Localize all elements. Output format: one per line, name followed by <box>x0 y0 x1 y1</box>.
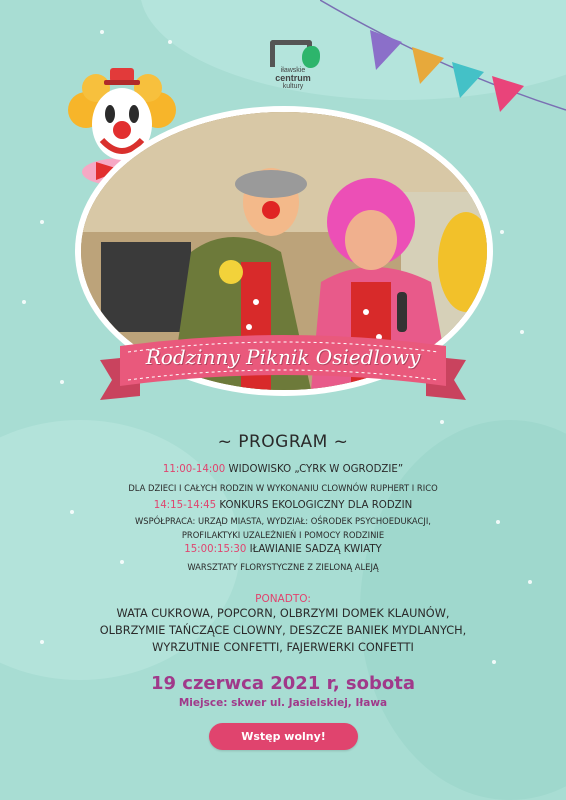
confetti-dot <box>168 40 172 44</box>
schedule-item-title <box>20 544 546 555</box>
schedule-item-detail: WSPÓŁPRACA: URZĄD MIASTA, WYDZIAŁ: OŚRODEK PSYCHOEDUKACJI, <box>135 516 431 526</box>
event-date: 19 czerwca 2021 r, sobota <box>150 673 416 694</box>
extras-line: WATA CUKROWA, POPCORN, OLBRZYMI DOMEK KLAUNÓW, <box>116 607 450 620</box>
program-heading: ~ PROGRAM ~ <box>217 432 349 452</box>
schedule-title: IŁAWIANIE SADZĄ KWIATY <box>246 544 382 555</box>
schedule-item-detail: WARSZTATY FLORYSTYCZNE Z ZIELONĄ ALEJĄ <box>187 562 379 572</box>
confetti-dot <box>22 300 26 304</box>
schedule-item-detail: PROFILAKTYKI UZALEŻNIEŃ I POMOCY RODZINIE <box>181 530 385 540</box>
confetti-dot <box>492 660 496 664</box>
extras-label: PONADTO: <box>255 593 311 605</box>
logo-splash-icon <box>302 46 320 68</box>
confetti-dot <box>60 380 64 384</box>
schedule-item-title <box>20 464 546 475</box>
logo-line: iławskie <box>280 67 306 74</box>
title-ribbon <box>100 330 466 416</box>
free-entry-badge: Wstęp wolny! <box>209 723 358 750</box>
logo-line: kultury <box>282 83 304 90</box>
confetti-dot <box>100 30 104 34</box>
confetti-dot <box>440 420 444 424</box>
schedule-title: KONKURS EKOLOGICZNY DLA RODZIN <box>216 500 413 511</box>
event-title: Rodzinny Piknik Osiedlowy <box>145 345 421 369</box>
extras-line: OLBRZYMIE TAŃCZĄCE CLOWNY, DESZCZE BANIEK MYDLANYCH, <box>99 624 467 637</box>
confetti-dot <box>520 330 524 334</box>
confetti-dot <box>40 220 44 224</box>
schedule-item-title <box>20 500 546 511</box>
schedule-time: 11:00-14:00 <box>162 464 226 475</box>
schedule-time: 14:15-14:45 <box>153 500 217 511</box>
extras-line: WYRZUTNIE CONFETTI, FAJERWERKI CONFETTI <box>152 641 414 654</box>
schedule-time: 15:00:15:30 <box>184 544 247 555</box>
schedule-title: WIDOWISKO „CYRK W OGRODZIE” <box>225 464 404 475</box>
organizer-logo <box>258 40 328 96</box>
confetti-dot <box>528 580 532 584</box>
logo-text <box>258 67 328 90</box>
event-place: Miejsce: skwer ul. Jasielskiej, Iława <box>178 697 388 709</box>
logo-line: centrum <box>275 73 311 83</box>
schedule-item-detail: DLA DZIECI I CAŁYCH RODZIN W WYKONANIU CLOWNÓW RUPHERT I RICO <box>128 483 438 493</box>
confetti-dot <box>500 230 504 234</box>
